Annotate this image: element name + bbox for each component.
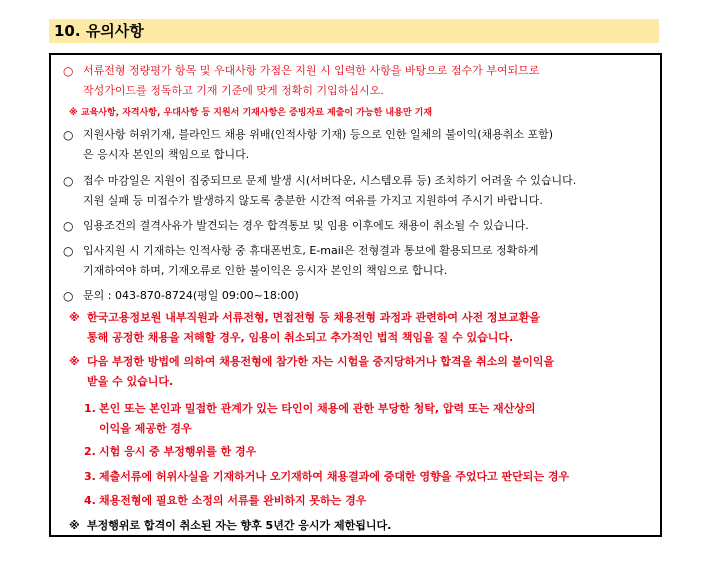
note-line: 통해 공정한 채용을 저해할 경우, 임용이 취소되고 추가적인 법적 책임을 질 수 있습니다. — [87, 331, 514, 344]
item-line: 기재하여야 하며, 기재오류로 인한 불이익은 응시자 본인의 책임으로 합니다. — [83, 264, 448, 277]
section-number: 10. — [54, 22, 81, 40]
sub-item-number: 2. — [84, 445, 96, 458]
final-note-text: 부정행위로 합격이 취소된 자는 향후 5년간 응시가 제한됩니다. — [87, 519, 392, 532]
sub-item-line: 이익을 제공한 경우 — [99, 422, 192, 435]
note-mark: ※ — [69, 311, 80, 324]
sub-item-number: 3. — [84, 470, 96, 483]
sub-item-number: 4. — [84, 494, 96, 507]
section-title — [49, 19, 659, 43]
note-mark: ※ — [69, 355, 80, 368]
item-line: 입사지원 시 기재하는 인적사항 중 휴대폰번호, E-mail은 전형결과 통보에 활용되므로 정확하게 — [83, 244, 539, 257]
item-line: 은 응시자 본인의 책임으로 합니다. — [83, 148, 250, 161]
bullet-circle: ○ — [63, 219, 74, 233]
sub-item-line: 시험 응시 중 부정행위를 한 경우 — [99, 445, 257, 458]
note-mark: ※ — [69, 519, 80, 532]
item-line: 지원 실패 등 미접수가 발생하지 않도록 충분한 시간적 여유를 가지고 지원하여 주시기 바랍니다. — [83, 194, 543, 207]
item-line: 접수 마감일은 지원이 집중되므로 문제 발생 시(서버다운, 시스템오류 등) 조치하기 어려울 수 있습니다. — [83, 174, 577, 187]
evidence-note: ※ 교육사항, 자격사항, 우대사항 등 지원서 기재사항은 증빙자료 제출이 가능한 내용만 기재 — [69, 108, 433, 118]
sub-item-number: 1. — [84, 402, 96, 415]
item-line: 서류전형 정량평가 항목 및 우대사항 가점은 지원 시 입력한 사항을 바탕으로 점수가 부여되므로 — [83, 64, 540, 77]
notice-box — [49, 53, 662, 537]
note-line: 받을 수 있습니다. — [87, 375, 174, 388]
note-line: 한국고용정보원 내부직원과 서류전형, 면접전형 등 채용전형 과정과 관련하여 사전 정보교환을 — [87, 311, 541, 324]
bullet-circle: ○ — [63, 244, 74, 258]
item-line: 임용조건의 결격사유가 발견되는 경우 합격통보 및 임용 이후에도 채용이 취소될 수 있습니다. — [83, 219, 529, 232]
contact-line: 문의 : 043-870-8724(평일 09:00~18:00) — [83, 289, 299, 302]
section-title-text: 유의사항 — [85, 22, 144, 40]
bullet-circle: ○ — [63, 128, 74, 142]
bullet-circle: ○ — [63, 174, 74, 188]
item-line: 작성가이드를 정독하고 기재 기준에 맞게 정확히 기입하십시오. — [83, 84, 384, 97]
sub-item-line: 본인 또는 본인과 밀접한 관계가 있는 타인이 채용에 관한 부당한 청탁, 압력 또는 재산상의 — [99, 402, 536, 415]
sub-item-line: 채용전형에 필요한 소정의 서류를 완비하지 못하는 경우 — [99, 494, 367, 507]
item-line: 지원사항 허위기재, 블라인드 채용 위배(인적사항 기재) 등으로 인한 일체의 불이익(채용취소 포함) — [83, 128, 554, 141]
note-line: 다음 부정한 방법에 의하여 채용전형에 참가한 자는 시험을 중지당하거나 합격을 취소의 불이익을 — [87, 355, 555, 368]
bullet-circle: ○ — [63, 289, 74, 303]
sub-item-line: 제출서류에 허위사실을 기재하거나 오기재하여 채용결과에 중대한 영향을 주었다고 판단되는 경우 — [99, 470, 570, 483]
bullet-circle: ○ — [63, 64, 74, 78]
